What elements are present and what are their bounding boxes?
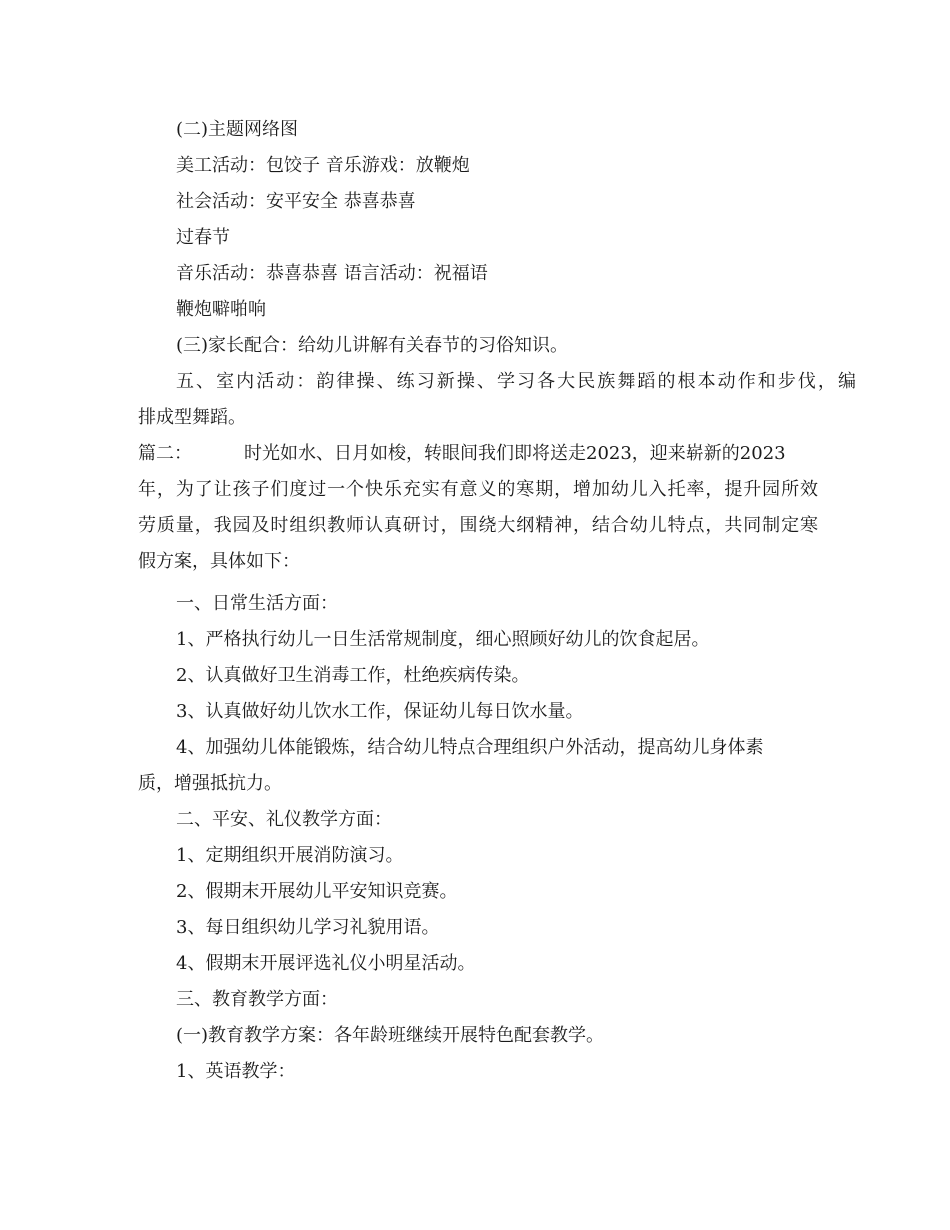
paragraph-line: 音乐活动：恭喜恭喜 语言活动：祝福语 <box>176 263 488 284</box>
paragraph-line: 年，为了让孩子们度过一个快乐充实有意义的寒期，增加幼儿入托率，提升园所效 <box>138 479 818 500</box>
section-heading-daily-life: 一、日常生活方面： <box>176 593 338 614</box>
section-heading-education: 三、教育教学方面： <box>176 989 338 1010</box>
article-label: 篇二： <box>138 443 192 464</box>
list-item: 1、定期组织开展消防演习。 <box>176 845 404 866</box>
paragraph-line: 五、室内活动：韵律操、练习新操、学习各大民族舞蹈的根本动作和步伐，编 <box>176 371 856 392</box>
list-item: 3、认真做好幼儿饮水工作，保证幼儿每日饮水量。 <box>176 701 584 722</box>
section-heading-parent-cooperation: (三)家长配合：给幼儿讲解有关春节的习俗知识。 <box>176 335 569 356</box>
article-intro-line <box>138 436 818 472</box>
list-item: 3、每日组织幼儿学习礼貌用语。 <box>176 917 440 938</box>
paragraph-line: 鞭炮噼啪响 <box>176 299 266 320</box>
list-item: 1、英语教学： <box>176 1061 296 1082</box>
paragraph-line: 假方案，具体如下： <box>138 551 300 572</box>
subsection-heading: (一)教育教学方案：各年龄班继续开展特色配套教学。 <box>176 1025 605 1046</box>
section-heading-safety-etiquette: 二、平安、礼仪教学方面： <box>176 809 392 830</box>
paragraph-line: 劳质量，我园及时组织教师认真研讨，围绕大纲精神，结合幼儿特点，共同制定寒 <box>138 515 818 536</box>
list-item: 2、认真做好卫生消毒工作，杜绝疾病传染。 <box>176 665 530 686</box>
list-item: 4、加强幼儿体能锻炼，结合幼儿特点合理组织户外活动，提高幼儿身体素 <box>176 737 764 758</box>
paragraph-text: 时光如水、日月如梭，转眼间我们即将送走2023，迎来崭新的2023 <box>244 443 786 464</box>
paragraph-line: 过春节 <box>176 227 230 248</box>
list-item: 2、假期末开展幼儿平安知识竞赛。 <box>176 881 458 902</box>
list-item: 1、严格执行幼儿一日生活常规制度，细心照顾好幼儿的饮食起居。 <box>176 629 710 650</box>
paragraph-line: 美工活动：包饺子 音乐游戏：放鞭炮 <box>176 155 470 176</box>
paragraph-line: 排成型舞蹈。 <box>138 407 246 428</box>
section-heading-theme-network: (二)主题网络图 <box>176 119 299 140</box>
list-item-continuation: 质，增强抵抗力。 <box>138 773 282 794</box>
paragraph-line: 社会活动：安平安全 恭喜恭喜 <box>176 191 416 212</box>
list-item: 4、假期末开展评选礼仪小明星活动。 <box>176 953 476 974</box>
